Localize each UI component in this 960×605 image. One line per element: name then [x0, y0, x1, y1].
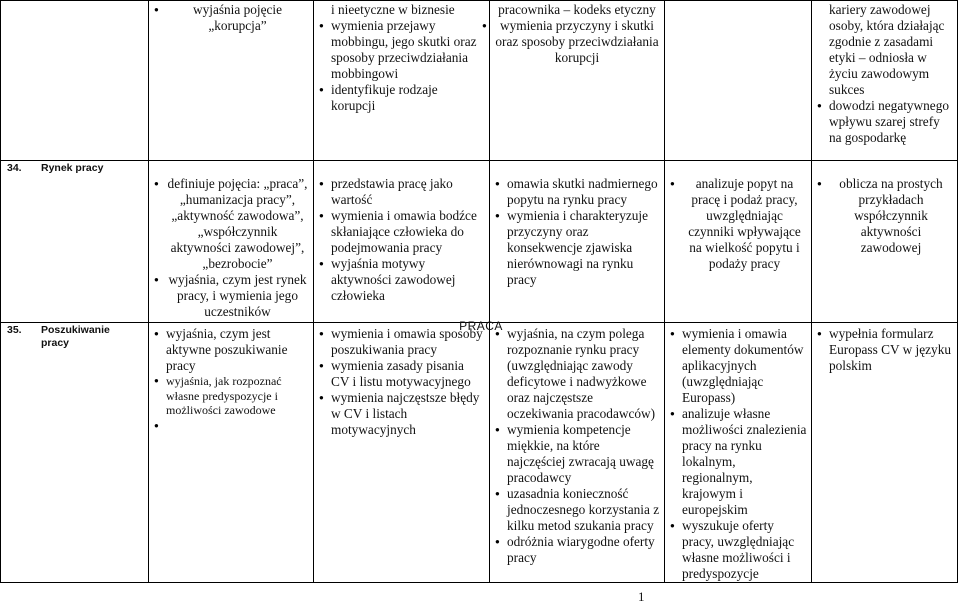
requirements-advanced-cell	[490, 1, 665, 161]
requirements-excellent-cell	[812, 323, 958, 583]
row-number: 34.	[7, 162, 22, 174]
table-row-35	[1, 323, 958, 583]
list-item: ● identyfikuje rodzaje korupcji	[331, 82, 485, 114]
list-item: ● wymienia najczęstsze błędy w CV i listach motywacyjnych	[331, 390, 485, 438]
requirements-excellent-cell	[812, 1, 958, 161]
list-item: ● dowodzi negatywnego wpływu szarej strefy na gospodarkę	[829, 98, 953, 146]
list-item: ● oblicza na prostych przykładach współczynnik aktywności zawodowej	[829, 176, 953, 256]
number-topic-cell	[1, 1, 149, 161]
list-item: ● wymienia i charakteryzuje przyczyny oraz konsekwencje zjawiska nierównowagi na rynku pracy	[507, 208, 660, 288]
list-item: ● definiuje pojęcia: „praca”, „humanizacja pracy”, „aktywność zawodowa”, „współczynnik aktywności zawodowej”, „bezrobocie”	[166, 176, 309, 272]
list-item: ● wymienia i omawia bodźce skłaniające człowieka do podejmowania pracy	[331, 208, 485, 256]
table-row-34	[1, 161, 958, 323]
list-item: ● wyjaśnia, na czym polega rozpoznanie rynku pracy (uwzględniając zawody deficytowe i nadwyżkowe oraz najczęstsze oczekiwania pracodawców)	[507, 326, 660, 422]
list-item: ● wyjaśnia, czym jest rynek pracy, i wymienia jego uczestników	[166, 272, 309, 320]
requirements-extended-cell	[314, 1, 490, 161]
list-item: kariery zawodowej osoby, która działając zgodnie z zasadami etyki – odniosła w życiu zawodowym sukces	[829, 2, 945, 97]
row-topic: Rynek pracy	[41, 162, 104, 174]
list-item: ● wymienia kompetencje miękkie, na które najczęściej zwracają uwagę pracodawcy	[507, 422, 660, 486]
requirements-excellent-cell	[812, 161, 958, 323]
list-item: ● wymienia i omawia sposoby poszukiwania pracy	[331, 326, 485, 358]
list-item: ● wyjaśnia motywy aktywności zawodowej człowieka	[331, 256, 485, 304]
requirements-complete-cell	[665, 1, 812, 161]
list-item: ● wyszukuje oferty pracy, uwzględniając własne możliwości i predyspozycje	[682, 518, 807, 582]
list-item: ● wyjaśnia pojęcie „korupcja”	[166, 2, 309, 34]
list-item: ● wypełnia formularz Europass CV w języku polskim	[829, 326, 953, 374]
list-item: ● wymienia i omawia elementy dokumentów aplikacyjnych (uwzględniając Europass)	[682, 326, 807, 406]
table-row-continuation	[1, 1, 958, 161]
list-item: ● analizuje popyt na pracę i podaż pracy, uwzględniając czynniki wpływające na wielkość popytu i podaży pracy	[682, 176, 807, 272]
requirements-basic-cell	[149, 323, 314, 583]
list-item: ● uzasadnia konieczność jednoczesnego korzystania z kilku metod szukania pracy	[507, 486, 660, 534]
requirements-complete-cell	[665, 161, 812, 323]
list-item: ● analizuje własne możliwości znalezienia pracy na rynku lokalnym, regionalnym, krajowym i europejskim	[682, 406, 807, 518]
list-item	[166, 418, 309, 434]
list-item: ● wymienia przyczyny i skutki oraz sposoby przeciwdziałania korupcji	[494, 18, 660, 66]
row-topic: Poszukiwanie pracy	[41, 324, 110, 349]
list-item: ● wymienia przejawy mobbingu, jego skutki oraz sposoby przeciwdziałania mobbingowi	[331, 18, 485, 82]
list-item: ● wymienia zasady pisania CV i listu motywacyjnego	[331, 358, 485, 390]
row-number: 35.	[7, 324, 22, 336]
list-item: ● przedstawia pracę jako wartość	[331, 176, 485, 208]
requirements-advanced-cell	[490, 161, 665, 323]
requirements-extended-cell	[314, 323, 490, 583]
page-number: 1	[638, 589, 645, 604]
list-item: ● wyjaśnia, jak rozpoznać własne predyspozycje i możliwości zawodowe	[166, 374, 309, 418]
requirements-basic-cell	[149, 1, 314, 161]
list-item: ● wyjaśnia, czym jest aktywne poszukiwanie pracy	[166, 326, 309, 374]
requirements-basic-cell	[149, 161, 314, 323]
requirements-complete-cell	[665, 323, 812, 583]
section-label: PRACA	[459, 319, 503, 333]
requirements-advanced-cell	[490, 323, 665, 583]
list-item: ● odróżnia wiarygodne oferty pracy	[507, 534, 660, 566]
requirements-extended-cell	[314, 161, 490, 323]
list-item: pracownika – kodeks etyczny	[498, 2, 656, 17]
list-item: ● omawia skutki nadmiernego popytu na rynku pracy	[507, 176, 660, 208]
number-topic-cell	[1, 323, 149, 583]
list-item: i nieetyczne w biznesie	[331, 2, 455, 17]
